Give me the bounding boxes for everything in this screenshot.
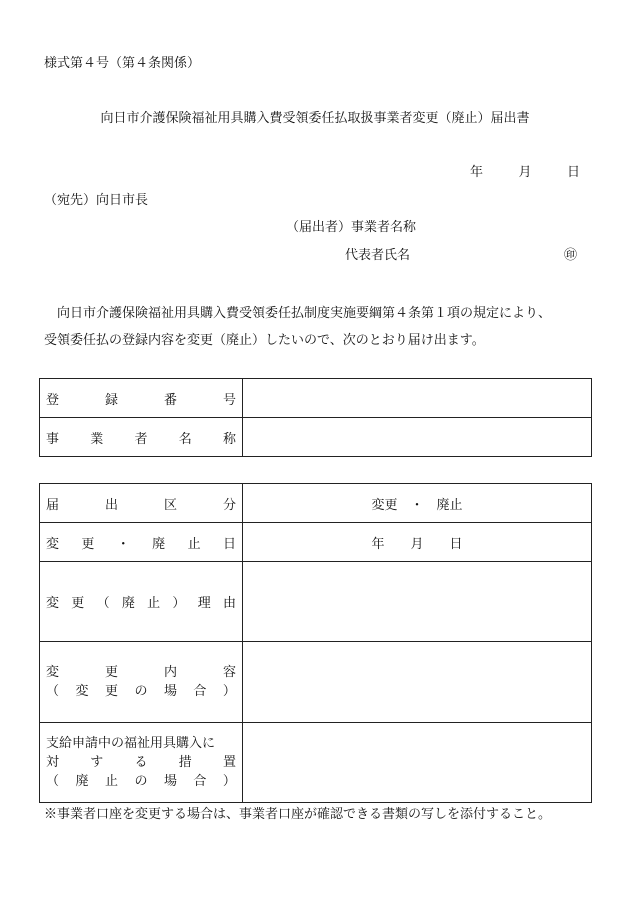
label-text xyxy=(46,682,236,701)
label-char: 措 xyxy=(178,755,192,770)
registration-number-label xyxy=(40,379,243,418)
label-char: 合 xyxy=(193,684,207,699)
label-char: （ xyxy=(46,684,60,699)
table-row xyxy=(40,484,592,523)
label-text xyxy=(46,592,236,611)
label-char: ） xyxy=(172,596,186,611)
label-char: 理 xyxy=(197,596,211,611)
measures-label-line-1: 支給申請中の福祉用具購入に xyxy=(46,736,216,751)
label-char: る xyxy=(134,755,148,770)
label-char: 名 xyxy=(178,431,192,447)
measures-label xyxy=(40,723,243,803)
label-char: 更 xyxy=(104,665,118,680)
label-text xyxy=(46,428,236,447)
reason-field[interactable] xyxy=(243,562,592,642)
label-char: す xyxy=(90,755,104,770)
year-label: 年 xyxy=(470,165,484,180)
body-line-1: 向日市介護保険福祉用具購入費受領委任払制度実施要綱第４条第１項の規定により、 xyxy=(57,306,552,321)
company-name-field[interactable] xyxy=(243,418,592,457)
label-char: の xyxy=(134,684,148,699)
label-text xyxy=(46,494,236,513)
day-label: 日 xyxy=(566,165,580,180)
notification-type-field[interactable]: 変更 ・ 廃止 xyxy=(243,484,592,523)
label-text xyxy=(46,533,236,552)
label-char: 録 xyxy=(104,392,118,408)
table-row xyxy=(40,723,592,803)
representative-label: 代表者氏名 xyxy=(345,248,411,263)
measures-field[interactable] xyxy=(243,723,592,803)
change-content-field[interactable] xyxy=(243,642,592,723)
label-char: ） xyxy=(222,774,236,789)
label-char: 廃 xyxy=(121,596,135,611)
change-table xyxy=(39,483,592,803)
month-label: 月 xyxy=(518,165,532,180)
seal-mark: ㊞ xyxy=(564,248,578,263)
body-text xyxy=(44,300,589,354)
label-char: 者 xyxy=(134,431,148,447)
label-char: （ xyxy=(96,596,110,611)
label-char: 置 xyxy=(222,755,236,770)
label-char: 場 xyxy=(163,684,177,699)
label-char: 登 xyxy=(46,392,60,408)
table-row xyxy=(40,642,592,723)
label-char: 変 xyxy=(46,536,60,552)
label-char: の xyxy=(134,774,148,789)
label-char: 止 xyxy=(187,536,201,552)
company-name-label xyxy=(40,418,243,457)
label-char: 番 xyxy=(163,392,177,408)
label-char: 事 xyxy=(46,431,60,447)
table-row xyxy=(40,562,592,642)
table-row xyxy=(40,418,592,457)
label-char: 内 xyxy=(163,665,177,680)
reason-label xyxy=(40,562,243,642)
label-char: 容 xyxy=(222,665,236,680)
label-char: （ xyxy=(46,774,60,789)
label-text xyxy=(46,663,236,682)
label-char: ・ xyxy=(116,536,130,552)
label-char: 届 xyxy=(46,497,60,513)
label-char: 出 xyxy=(104,497,118,513)
label-text xyxy=(46,753,236,772)
label-text xyxy=(46,772,236,791)
label-char: 廃 xyxy=(152,536,166,552)
label-char: 合 xyxy=(193,774,207,789)
form-number: 様式第４号（第４条関係） xyxy=(44,56,201,71)
label-char: 更 xyxy=(104,684,118,699)
label-char: 号 xyxy=(222,392,236,408)
label-char: ） xyxy=(222,684,236,699)
label-char: 変 xyxy=(46,596,60,611)
document-title: 向日市介護保険福祉用具購入費受領委任払取扱事業者変更（廃止）届出書 xyxy=(100,111,530,126)
label-char: 由 xyxy=(222,596,236,611)
label-char: 日 xyxy=(222,536,236,552)
label-char: 区 xyxy=(163,497,177,513)
applicant-company-label: （届出者）事業者名称 xyxy=(286,220,417,235)
date-line xyxy=(470,166,580,179)
label-char: 変 xyxy=(46,665,60,680)
registration-number-field[interactable] xyxy=(243,379,592,418)
body-line-2: 受領委任払の登録内容を変更（廃止）したいので、次のとおり届け出ます。 xyxy=(44,333,485,348)
label-text xyxy=(46,389,236,408)
label-char: 称 xyxy=(222,431,236,447)
label-char: 更 xyxy=(71,596,85,611)
change-date-label xyxy=(40,523,243,562)
label-char: 業 xyxy=(90,431,104,447)
addressee: （宛先）向日市長 xyxy=(44,193,149,208)
attachment-note: ※事業者口座を変更する場合は、事業者口座が確認できる書類の写しを添付すること。 xyxy=(44,807,552,822)
label-char: 止 xyxy=(104,774,118,789)
notification-type-label xyxy=(40,484,243,523)
label-char: 分 xyxy=(222,497,236,513)
label-char: 場 xyxy=(163,774,177,789)
table-row xyxy=(40,379,592,418)
label-char: 対 xyxy=(46,755,60,770)
label-char: 更 xyxy=(81,536,95,552)
label-char: 廃 xyxy=(75,774,89,789)
change-content-label xyxy=(40,642,243,723)
label-char: 止 xyxy=(147,596,161,611)
table-row xyxy=(40,523,592,562)
label-char: 変 xyxy=(75,684,89,699)
change-date-field[interactable]: 年 月 日 xyxy=(243,523,592,562)
registration-table xyxy=(39,378,592,457)
